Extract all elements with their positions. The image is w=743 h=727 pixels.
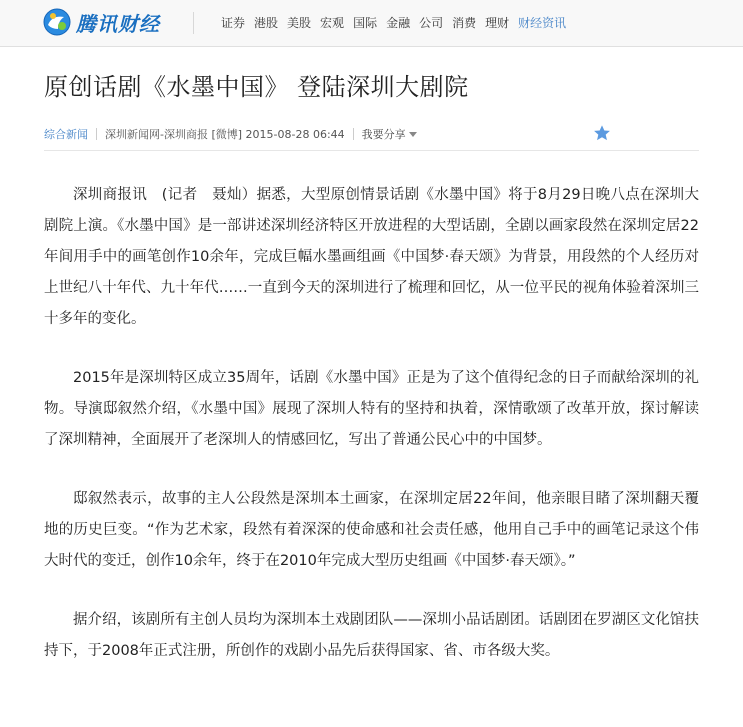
nav-item[interactable]: 国际: [353, 16, 378, 30]
article-paragraph: 2015年是深圳特区成立35周年，话剧《水墨中国》正是为了这个值得纪念的日子而献给深圳的礼物。导演邸叙然介绍，《水墨中国》展现了深圳人特有的坚持和执着，深情歌颂了改革开放，探讨解读了深圳精神，全面展开了老深圳人的情感回忆，写出了普通公民心中的中国梦。: [44, 370, 699, 448]
article-source[interactable]: 深圳新闻网-深圳商报 [微博] 2015-08-28 06:44: [105, 128, 345, 141]
top-nav-bar: [0, 0, 743, 47]
meta-divider-line: [44, 150, 699, 151]
nav-divider: [193, 12, 194, 34]
meta-divider: [353, 128, 354, 140]
logo-text: 腾讯财经: [76, 11, 160, 36]
channel-nav: [221, 14, 575, 32]
star-icon[interactable]: [593, 124, 611, 142]
nav-item[interactable]: 宏观: [320, 16, 345, 30]
chevron-down-icon: [409, 132, 417, 137]
article-paragraph: 深圳商报讯 (记者 聂灿）据悉，大型原创情景话剧《水墨中国》将于8月29日晚八点在深圳大剧院上演。《水墨中国》是一部讲述深圳经济特区开放进程的大型话剧，全剧以画家段然在深圳定居22年间用手中的画笔创作10余年，完成巨幅水墨画组画《中国梦·春天颂》为背景，用段然的个人经历对上世纪八十年代、九十年代……一直到今天的深圳进行了梳理和回忆，从一位平民的视角体验着深圳三十多年的变化。: [44, 187, 699, 327]
nav-item[interactable]: 证券: [221, 16, 246, 30]
tencent-logo-icon: [42, 7, 72, 37]
article-title: 原创话剧《水墨中国》 登陆深圳大剧院: [44, 73, 469, 101]
nav-item[interactable]: 财经资讯: [518, 16, 567, 30]
meta-divider: [96, 128, 97, 140]
nav-item[interactable]: 港股: [254, 16, 279, 30]
share-label: 我要分享: [361, 128, 406, 141]
nav-item[interactable]: 公司: [419, 16, 444, 30]
nav-item[interactable]: 金融: [386, 16, 411, 30]
nav-item[interactable]: 美股: [287, 16, 312, 30]
share-button[interactable]: [362, 126, 417, 142]
nav-item[interactable]: 理财: [485, 16, 510, 30]
article-body: [44, 180, 699, 695]
article-paragraph: 据介绍，该剧所有主创人员均为深圳本土戏剧团队——深圳小品话剧团。话剧团在罗湖区文化馆扶持下，于2008年正式注册，所创作的戏剧小品先后获得国家、省、市各级大奖。: [44, 612, 699, 659]
nav-item[interactable]: 消费: [452, 16, 477, 30]
category-link[interactable]: 综合新闻: [44, 128, 88, 141]
article-paragraph: 邸叙然表示，故事的主人公段然是深圳本土画家，在深圳定居22年间，他亲眼目睹了深圳翻天覆地的历史巨变。“作为艺术家，段然有着深深的使命感和社会责任感，他用自己手中的画笔记录这个伟大时代的变迁，创作10余年，终于在2010年完成大型历史组画《中国梦·春天颂》。”: [44, 491, 699, 569]
site-logo[interactable]: [42, 6, 160, 38]
